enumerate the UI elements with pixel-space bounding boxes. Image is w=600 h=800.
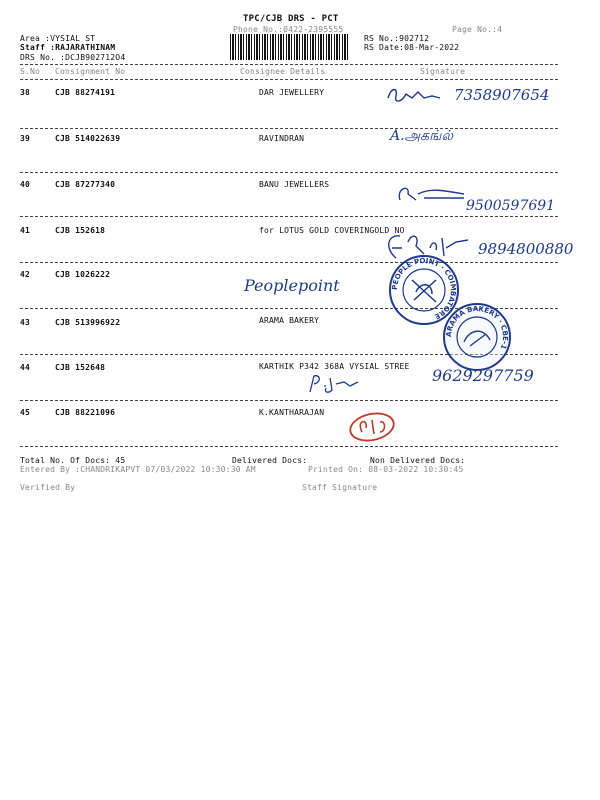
handwritten-name: Peoplepoint <box>244 276 340 295</box>
row-consignment: CJB 514022639 <box>55 134 121 143</box>
handwritten-phone: 7358907654 <box>454 86 550 104</box>
divider <box>20 79 558 80</box>
area-label: Area :VYSIAL ST <box>20 34 96 43</box>
row-sno: 40 <box>20 180 31 189</box>
row-consignment: CJB 88274191 <box>55 88 116 97</box>
drs-number: DRS No. :DCJB902712O4 <box>20 53 126 62</box>
row-consignment: CJB 152648 <box>55 363 106 372</box>
row-consignee: DAR JEWELLERY <box>259 88 325 97</box>
signature-40 <box>394 182 474 208</box>
staff-label: Staff :RAJARATHINAM <box>20 43 116 52</box>
divider <box>20 216 558 217</box>
staff-signature: Staff Signature <box>302 483 378 492</box>
col-consignment: Consignment No <box>55 67 126 76</box>
printed-on: Printed On: 08-03-2022 10:30:45 <box>308 465 464 474</box>
row-consignment: CJB 88221096 <box>55 408 116 417</box>
row-consignee: ARAMA BAKERY <box>259 316 320 325</box>
col-sno: S.No <box>20 67 41 76</box>
arama-bakery-stamp-icon <box>440 300 514 374</box>
divider <box>20 262 558 263</box>
row-consignee: for LOTUS GOLD COVERINGOLD NO <box>259 226 405 235</box>
row-sno: 41 <box>20 226 31 235</box>
handwritten-phone: 9629297759 <box>432 366 534 385</box>
handwritten-phone: 9894800880 <box>478 240 574 258</box>
rs-number: RS No.:902712 <box>364 34 430 43</box>
rs-date: RS Date:08-Mar-2022 <box>364 43 460 52</box>
row-consignee: K.KANTHARAJAN <box>259 408 325 417</box>
row-sno: 43 <box>20 318 31 327</box>
non-delivered-docs: Non Delivered Docs: <box>370 456 466 465</box>
row-sno: 38 <box>20 88 31 97</box>
handwritten-name: A.அகங்ல் <box>390 128 453 144</box>
divider <box>20 64 558 65</box>
row-sno: 45 <box>20 408 31 417</box>
row-sno: 44 <box>20 363 31 372</box>
col-consignee: Consignee Details <box>240 67 326 76</box>
verified-by: Verified By <box>20 483 76 492</box>
entered-by: Entered By :CHANDRIKAPVT 07/03/2022 10:30:30 AM <box>20 465 256 474</box>
signature-44 <box>306 372 366 396</box>
red-signature-45 <box>346 410 402 444</box>
delivered-docs: Delivered Docs: <box>232 456 308 465</box>
phone-number: Phone No.:0422-2395555 <box>233 25 344 34</box>
peoplepoint-stamp-text: PEOPLE POINT · COIMBATORE <box>390 256 458 321</box>
divider <box>20 400 558 401</box>
arama-stamp-text: ARAMA BAKERY · CBE-1 <box>444 304 510 351</box>
row-consignment: CJB 513996922 <box>55 318 121 327</box>
row-consignee: RAVINDRAN <box>259 134 305 143</box>
document-title: TPC/CJB DRS - PCT <box>243 14 339 24</box>
divider <box>20 172 558 173</box>
row-consignee: BANU JEWELLERS <box>259 180 330 189</box>
row-consignee: KARTHIK P342 368A VYSIAL STREE <box>259 362 410 371</box>
row-sno: 42 <box>20 270 31 279</box>
row-consignment: CJB 87277340 <box>55 180 116 189</box>
row-sno: 39 <box>20 134 31 143</box>
row-consignment: CJB 152618 <box>55 226 106 235</box>
col-signature: Signature <box>420 67 466 76</box>
handwritten-phone: 9500597691 <box>466 198 556 214</box>
barcode <box>230 34 350 60</box>
divider <box>20 128 558 129</box>
divider <box>20 446 558 447</box>
page-number: Page No.:4 <box>452 25 503 34</box>
total-docs: Total No. Of Docs: 45 <box>20 456 126 465</box>
signature-38 <box>384 84 444 106</box>
row-consignment: CJB 1026222 <box>55 270 111 279</box>
